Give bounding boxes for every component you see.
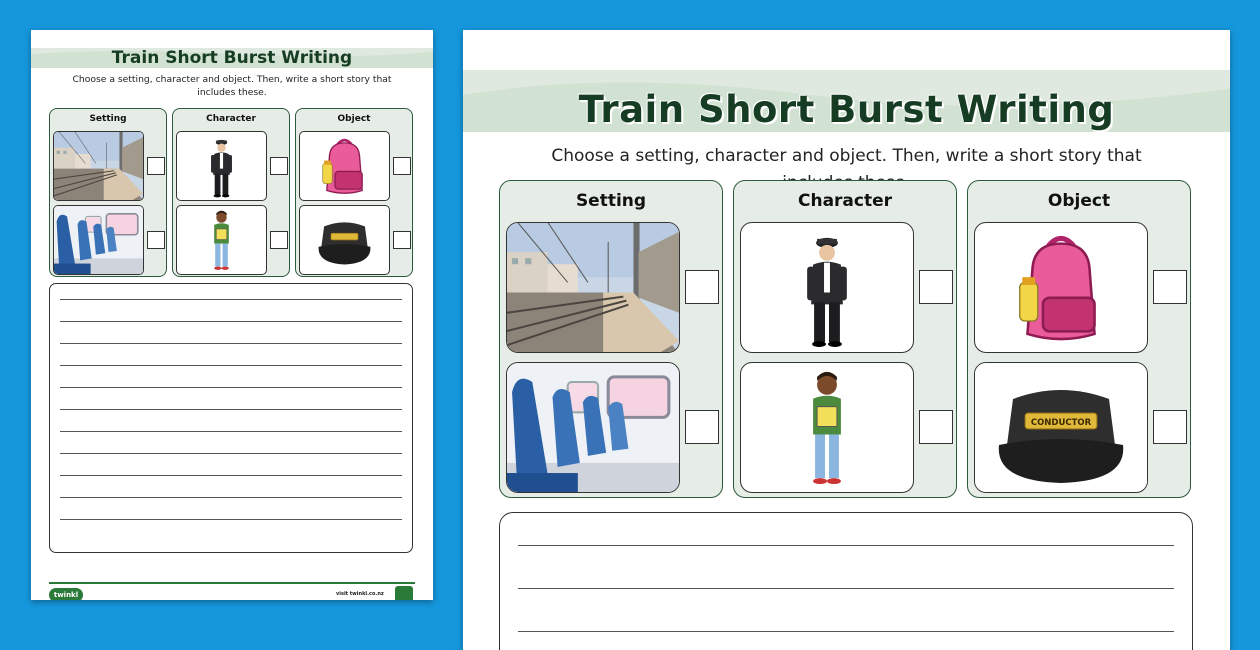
writing-line	[60, 387, 402, 388]
character-2-checkbox[interactable]	[270, 231, 288, 249]
instructions	[57, 73, 407, 99]
boy-with-book-picture[interactable]	[740, 362, 914, 493]
character-1-checkbox[interactable]	[270, 157, 288, 175]
writing-line	[60, 475, 402, 476]
worksheet-thumbnail	[31, 30, 433, 600]
object-1-checkbox[interactable]	[1153, 270, 1187, 304]
writing-line	[60, 453, 402, 454]
worksheet-preview	[463, 30, 1230, 650]
character-heading: Character	[797, 191, 893, 211]
character-1-checkbox[interactable]	[919, 270, 953, 304]
writing-line	[60, 519, 402, 520]
train-carriage-seats-picture[interactable]	[53, 205, 144, 275]
footer-url: visit twinkl.co.nz	[336, 591, 384, 597]
setting-panel	[499, 180, 723, 498]
boy-with-book-picture[interactable]	[176, 205, 267, 275]
train-platform-picture[interactable]	[506, 222, 680, 353]
setting-1-checkbox[interactable]	[685, 270, 719, 304]
writing-line	[60, 409, 402, 410]
setting-2-checkbox[interactable]	[685, 410, 719, 444]
setting-2-checkbox[interactable]	[147, 231, 165, 249]
writing-line	[60, 321, 402, 322]
instructions-line-1: Choose a setting, character and object. Then, write a short story that	[72, 74, 392, 85]
instructions-line-1: Choose a setting, character and object. Then, write a short story that	[551, 146, 1142, 166]
pink-backpack-picture[interactable]	[974, 222, 1148, 353]
object-1-checkbox[interactable]	[393, 157, 411, 175]
writing-line	[518, 545, 1174, 546]
footer-divider	[49, 582, 415, 584]
character-panel	[172, 108, 290, 277]
curriculum-badge-icon	[395, 586, 413, 600]
writing-line	[60, 497, 402, 498]
train-conductor-picture[interactable]	[740, 222, 914, 353]
object-panel	[967, 180, 1191, 498]
setting-heading: Setting	[575, 191, 647, 211]
train-carriage-seats-picture[interactable]	[506, 362, 680, 493]
object-heading: Object	[1047, 191, 1111, 211]
writing-line	[60, 431, 402, 432]
writing-line	[60, 299, 402, 300]
setting-1-checkbox[interactable]	[147, 157, 165, 175]
object-heading: Object	[337, 114, 371, 124]
conductor-hat-picture[interactable]	[974, 362, 1148, 493]
writing-line	[60, 343, 402, 344]
writing-area[interactable]	[49, 283, 413, 553]
train-conductor-picture[interactable]	[176, 131, 267, 201]
conductor-hat-picture[interactable]	[299, 205, 390, 275]
hat-label: CONDUCTOR	[1030, 418, 1092, 428]
object-2-checkbox[interactable]	[393, 231, 411, 249]
writing-area[interactable]	[499, 512, 1193, 650]
page-title: Train Short Burst Writing	[578, 88, 1115, 131]
object-panel	[295, 108, 413, 277]
setting-heading: Setting	[89, 114, 127, 124]
pink-backpack-picture[interactable]	[299, 131, 390, 201]
instructions-line-2: includes these.	[197, 87, 267, 98]
character-heading: Character	[206, 114, 256, 124]
setting-panel	[49, 108, 167, 277]
object-2-checkbox[interactable]	[1153, 410, 1187, 444]
writing-line	[60, 365, 402, 366]
train-platform-picture[interactable]	[53, 131, 144, 201]
character-2-checkbox[interactable]	[919, 410, 953, 444]
writing-line	[518, 631, 1174, 632]
twinkl-logo: twinkl	[49, 588, 83, 600]
page-title: Train Short Burst Writing	[111, 48, 353, 68]
writing-line	[518, 588, 1174, 589]
character-panel	[733, 180, 957, 498]
